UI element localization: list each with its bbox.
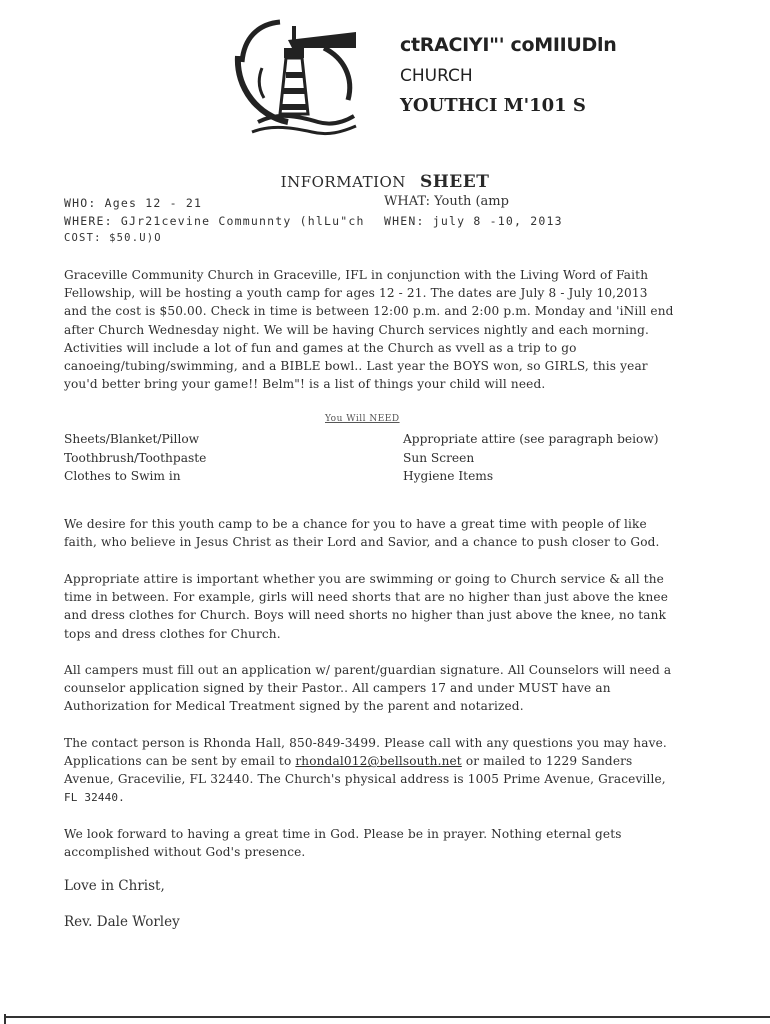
text-line: Activities will include a lot of fun and games at the Church as vvell as a trip to go xyxy=(64,340,577,355)
text-line: FL 32440. xyxy=(64,790,125,804)
text-line: after Church Wednesday night. We will be having Church services nightly and each morning. xyxy=(64,322,649,337)
meta-where: WHERE: GJr21cevine Communnty (hlLu"ch xyxy=(64,214,365,228)
forward-paragraph xyxy=(64,825,704,861)
meta-what: WHAT: Youth (amp xyxy=(384,194,509,209)
text-line: We desire for this youth camp to be a chance for you to have a great time with people of like xyxy=(64,517,647,531)
text-line xyxy=(64,752,704,770)
list-heading: You Will NEED xyxy=(325,414,400,424)
text-line: All campers must fill out an application w/ parent/guardian signature. All Counselors will need a xyxy=(64,663,672,677)
text-line: Avenue, Gracevilie, FL 32440. The Church's physical address is 1005 Prime Avenue, Graceville, xyxy=(64,772,666,787)
title-main: INFORMATION xyxy=(280,173,406,191)
church-name-line1: ctRACIYI"' coMIIUDln xyxy=(400,34,617,56)
bottom-corner-mark xyxy=(4,1014,6,1024)
closing-signature: Rev. Dale Worley xyxy=(64,914,180,930)
meta-who: WHO: Ages 12 - 21 xyxy=(64,196,203,210)
closing-salutation: Love in Christ, xyxy=(64,878,165,894)
email-link[interactable]: rhondal012@bellsouth.net xyxy=(295,754,462,769)
meta-cost: COST: $50.U)O xyxy=(64,232,162,244)
text-line: time in between. For example, girls will need shorts that are no higher than just above the knee xyxy=(64,590,669,605)
list-item: Clothes to Swim in xyxy=(64,469,181,483)
list-item: Hygiene Items xyxy=(403,469,494,483)
text-line: Appropriate attire is important whether you are swimming or going to Church service & all the xyxy=(64,572,664,586)
text-line: faith, who believe in Jesus Christ as their Lord and Savior, and a chance to push closer to God. xyxy=(64,535,660,550)
text-line: Fellowship, will be hosting a youth camp for ages 12 - 21. The dates are July 8 - July 10,2013 xyxy=(64,286,648,301)
desire-paragraph xyxy=(64,515,704,551)
bottom-divider xyxy=(4,1016,770,1018)
text-line: Authorization for Medical Treatment signed by the parent and notarized. xyxy=(64,699,524,714)
church-name-line2: CHURCH xyxy=(400,66,473,86)
text-line: We look forward to having a great time in God. Please be in prayer. Nothing eternal gets xyxy=(64,827,622,841)
attire-paragraph xyxy=(64,570,704,643)
list-item: Appropriate attire (see paragraph beiow) xyxy=(403,432,659,446)
text-line: and the cost is $50.00. Check in time is between 12:00 p.m. and 2:00 p.m. Monday and 'iNill end xyxy=(64,304,674,319)
text-line: accomplished without God's presence. xyxy=(64,845,306,860)
list-item: Sun Screen xyxy=(403,450,475,465)
intro-paragraph xyxy=(64,266,704,393)
text-line: canoeing/tubing/swimming, and a BIBLE bowl.. Last year the BOYS won, so GIRLS, this year xyxy=(64,359,648,374)
list-item: Toothbrush/Toothpaste xyxy=(64,450,207,465)
church-name-line3: YOUTHCI M'101 S xyxy=(400,95,586,116)
list-item: Sheets/Blanket/Pillow xyxy=(64,432,200,446)
campers-paragraph xyxy=(64,661,704,716)
title-bold: SHEET xyxy=(419,172,490,192)
text-line: The contact person is Rhonda Hall, 850-849-3499. Please call with any questions you may have. xyxy=(64,736,667,750)
lighthouse-logo-icon xyxy=(228,18,360,140)
text-fragment: or mailed to 1229 Sanders xyxy=(461,754,633,769)
contact-paragraph xyxy=(64,734,704,807)
page-title xyxy=(0,172,770,192)
text-line: counselor application signed by their Pastor.. All campers 17 and under MUST have an xyxy=(64,681,611,696)
text-line: tops and dress clothes for Church. xyxy=(64,626,281,641)
supply-list-left xyxy=(64,430,206,486)
meta-when: WHEN: july 8 -10, 2013 xyxy=(384,214,563,228)
supply-list-right xyxy=(403,430,659,486)
text-line: you'd better bring your game!! Belm"! is a list of things your child will need. xyxy=(64,377,546,392)
text-fragment: Applications can be sent by email to xyxy=(64,754,296,769)
text-line: Graceville Community Church in Graceville, IFL in conjunction with the Living Word of Faith xyxy=(64,268,649,282)
text-line: and dress clothes for Church. Boys will need shorts no higher than just above the knee, no tank xyxy=(64,608,667,623)
